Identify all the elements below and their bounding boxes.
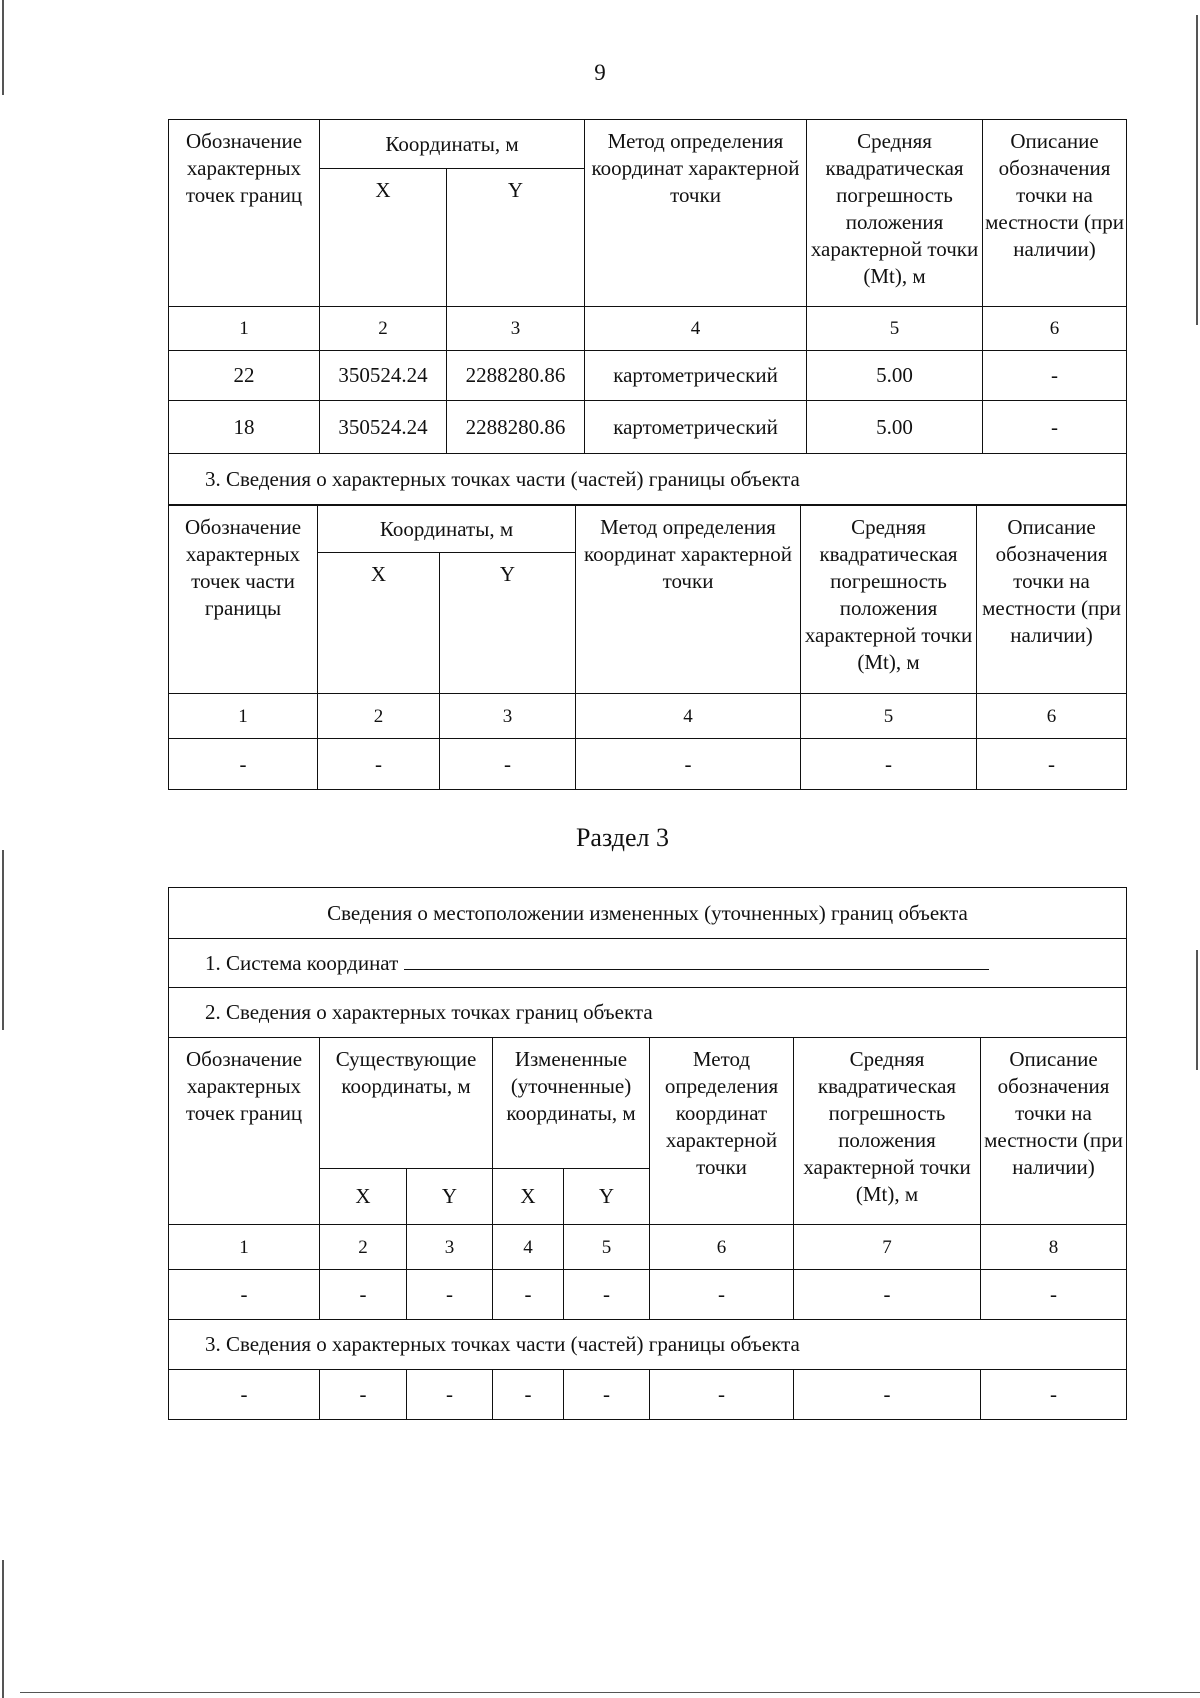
- coord-x: -: [318, 739, 440, 790]
- header-x: X: [493, 1169, 564, 1225]
- points-section-caption: 2. Сведения о характерных точках границ объекта: [169, 988, 1127, 1038]
- header-error: Средняя квадратическая погрешность положения характерной точки (Mt), м: [801, 506, 977, 694]
- header-x: X: [320, 1169, 407, 1225]
- method-value: картометрический: [585, 351, 807, 401]
- header-designation: Обозначение характерных точек границ: [169, 120, 320, 307]
- boundary-parts-points-table: [168, 505, 1127, 790]
- header-existing-coordinates: Существующие координаты, м: [320, 1038, 493, 1169]
- column-number: 4: [576, 694, 801, 739]
- table-cell: -: [981, 1270, 1127, 1320]
- scan-edge-right: [1196, 15, 1198, 325]
- table-row: [169, 1270, 1127, 1320]
- description-value: -: [983, 351, 1127, 401]
- table-cell: -: [564, 1270, 650, 1320]
- scan-edge-left: [2, 0, 4, 95]
- column-number: 6: [983, 307, 1127, 351]
- table-cell: -: [794, 1370, 981, 1420]
- column-number: 1: [169, 694, 318, 739]
- page-number: 9: [594, 60, 606, 85]
- coord-y: 2288280.86: [447, 351, 585, 401]
- table-cell: -: [794, 1270, 981, 1320]
- header-x: X: [320, 169, 447, 307]
- column-number: 6: [977, 694, 1127, 739]
- table-cell: -: [650, 1370, 794, 1420]
- header-method: Метод определения координат характерной точки: [650, 1038, 794, 1225]
- method-value: картометрический: [585, 401, 807, 454]
- column-number: 4: [585, 307, 807, 351]
- coord-x: 350524.24: [320, 351, 447, 401]
- column-number: 2: [320, 1225, 407, 1270]
- error-value: -: [801, 739, 977, 790]
- table-title: Сведения о местоположении измененных (уточненных) границ объекта: [169, 888, 1127, 939]
- header-method: Метод определения координат характерной точки: [576, 506, 801, 694]
- header-description: Описание обозначения точки на местности (при наличии): [983, 120, 1127, 307]
- header-method: Метод определения координат характерной точки: [585, 120, 807, 307]
- coord-x: 350524.24: [320, 401, 447, 454]
- table-row: [169, 401, 1127, 454]
- header-description: Описание обозначения точки на местности (при наличии): [981, 1038, 1127, 1225]
- table-row: [169, 351, 1127, 401]
- column-number: 5: [564, 1225, 650, 1270]
- column-number: 1: [169, 307, 320, 351]
- column-number: 2: [318, 694, 440, 739]
- error-value: 5.00: [807, 401, 983, 454]
- coord-y: 2288280.86: [447, 401, 585, 454]
- method-value: -: [576, 739, 801, 790]
- column-number: 6: [650, 1225, 794, 1270]
- column-number: 2: [320, 307, 447, 351]
- parts-section-caption: 3. Сведения о характерных точках части (частей) границы объекта: [169, 454, 1127, 505]
- header-x: X: [318, 553, 440, 694]
- column-number: 3: [447, 307, 585, 351]
- header-y: Y: [447, 169, 585, 307]
- table-cell: -: [320, 1370, 407, 1420]
- error-value: 5.00: [807, 351, 983, 401]
- table-cell: -: [169, 1270, 320, 1320]
- table-row: [169, 739, 1127, 790]
- column-number: 7: [794, 1225, 981, 1270]
- column-number: 1: [169, 1225, 320, 1270]
- header-designation: Обозначение характерных точек части границы: [169, 506, 318, 694]
- section-title: Раздел 3: [575, 823, 670, 852]
- header-error: Средняя квадратическая погрешность положения характерной точки (Mt), м: [794, 1038, 981, 1225]
- point-id: 18: [169, 401, 320, 454]
- column-number: 5: [801, 694, 977, 739]
- table-cell: -: [981, 1370, 1127, 1420]
- table-cell: -: [564, 1370, 650, 1420]
- header-description: Описание обозначения точки на местности (при наличии): [977, 506, 1127, 694]
- table-cell: -: [169, 1370, 320, 1420]
- column-number: 4: [493, 1225, 564, 1270]
- coordinate-system-label: 1. Система координат: [205, 951, 399, 975]
- coordinate-system-blank: [404, 949, 989, 970]
- description-value: -: [983, 401, 1127, 454]
- column-number: 3: [440, 694, 576, 739]
- point-id: -: [169, 739, 318, 790]
- table-cell: -: [650, 1270, 794, 1320]
- column-number: 5: [807, 307, 983, 351]
- table-cell: -: [493, 1370, 564, 1420]
- table-cell: -: [407, 1270, 493, 1320]
- header-changed-coordinates: Измененные (уточненные) координаты, м: [493, 1038, 650, 1169]
- table-cell: -: [407, 1370, 493, 1420]
- scan-edge-left: [2, 850, 4, 1030]
- column-number: 8: [981, 1225, 1127, 1270]
- table-cell: -: [493, 1270, 564, 1320]
- coord-y: -: [440, 739, 576, 790]
- header-coordinates: Координаты, м: [320, 120, 585, 169]
- scan-edge-bottom: [20, 1692, 1200, 1693]
- description-value: -: [977, 739, 1127, 790]
- scan-edge-right: [1196, 950, 1198, 1070]
- changed-boundaries-table: [168, 887, 1127, 1420]
- header-y: Y: [440, 553, 576, 694]
- header-coordinates: Координаты, м: [318, 506, 576, 553]
- header-designation: Обозначение характерных точек границ: [169, 1038, 320, 1225]
- header-error: Средняя квадратическая погрешность положения характерной точки (Mt), м: [807, 120, 983, 307]
- scan-edge-left: [2, 1560, 4, 1698]
- header-y: Y: [407, 1169, 493, 1225]
- header-y: Y: [564, 1169, 650, 1225]
- point-id: 22: [169, 351, 320, 401]
- parts-section-caption: 3. Сведения о характерных точках части (частей) границы объекта: [169, 1320, 1127, 1370]
- table-row: [169, 1370, 1127, 1420]
- boundary-points-table: [168, 119, 1127, 505]
- table-cell: -: [320, 1270, 407, 1320]
- column-number: 3: [407, 1225, 493, 1270]
- coordinate-system-line: [169, 939, 1127, 988]
